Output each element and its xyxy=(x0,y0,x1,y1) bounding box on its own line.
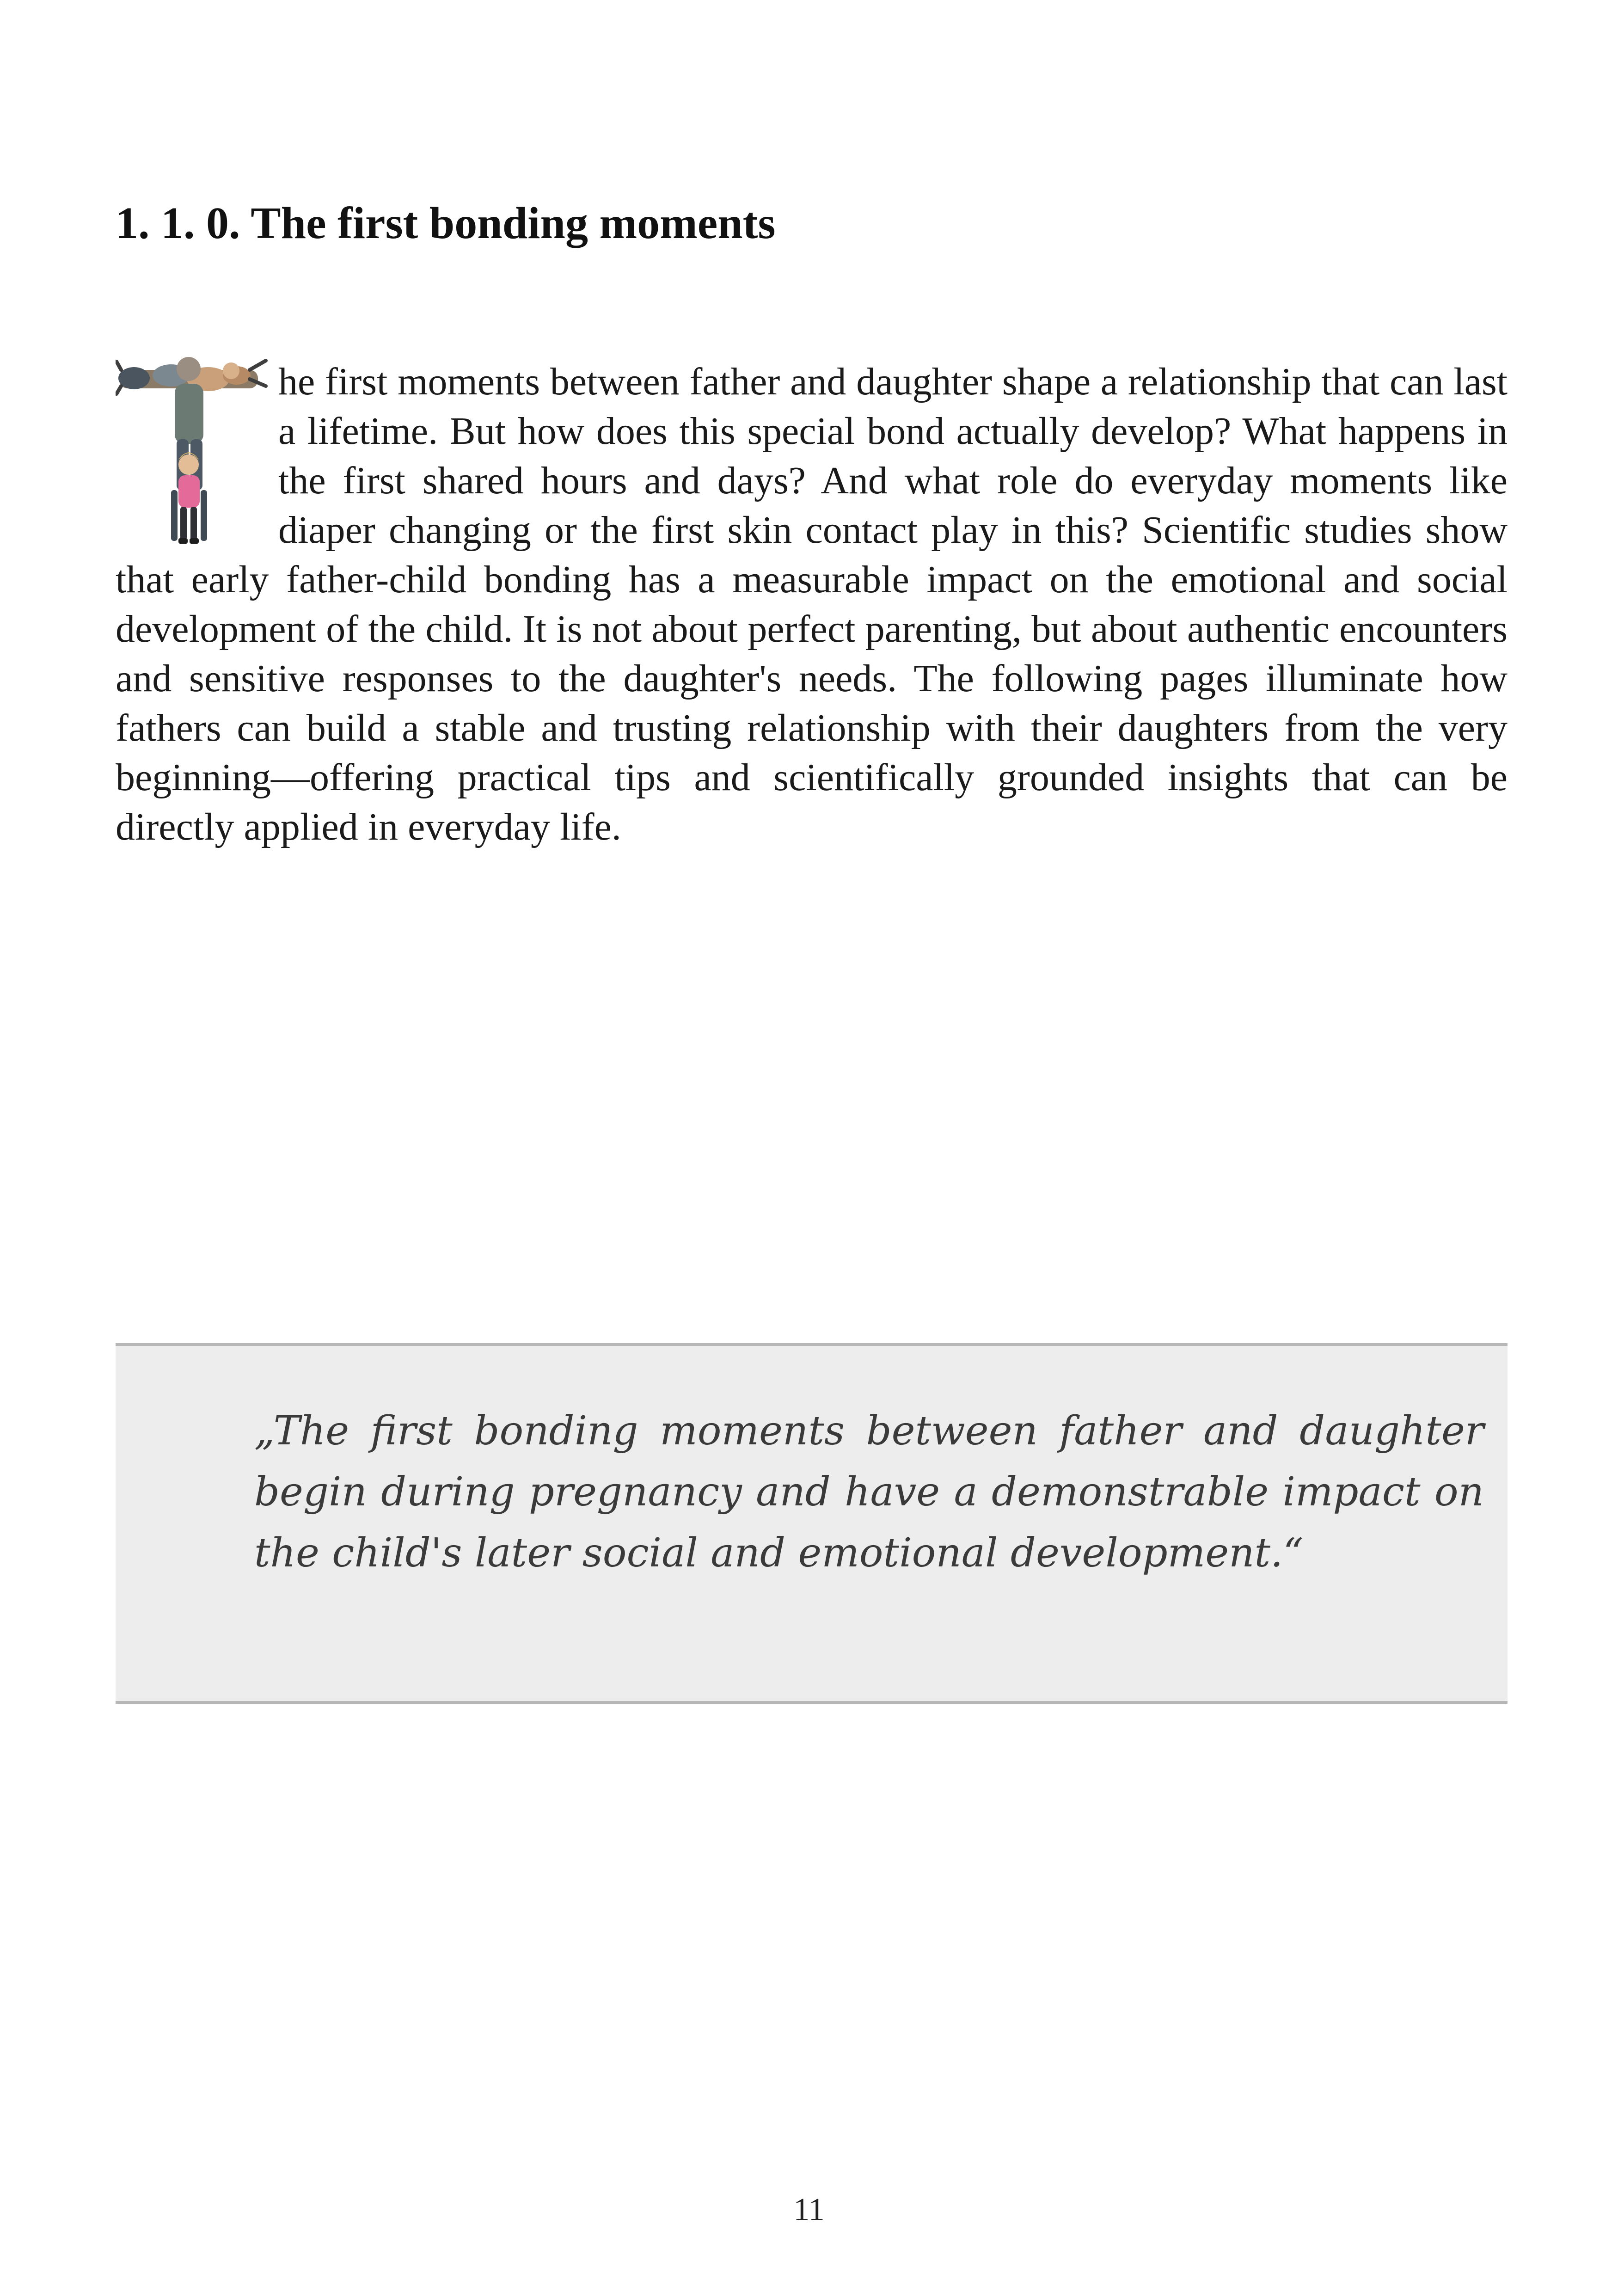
section-heading: 1. 1. 0. The first bonding moments xyxy=(116,198,776,248)
dropcap-illustration xyxy=(116,351,268,553)
pull-quote-box xyxy=(116,1343,1508,1704)
intro-paragraph xyxy=(116,357,1508,852)
dropcap-father-daughter-image xyxy=(116,351,268,553)
pull-quote-text: „The first bonding moments between father and daughter begin during pregnancy and have a demonstrable impact on the child's later social and emotional development.“ xyxy=(254,1408,1484,1576)
intro-paragraph-text: he first moments between father and daughter shape a relationship that can last a lifetime. But how does this special bond actually develop? What happens in the first shared hours and days? And what role do everyday moments like diaper changing or the first skin contact play in this? Scientific studies show that early father-child bonding has a measurable impact on the emotional and social development of the child. It is not about perfect parenting, but about authentic encounters and sensitive responses to the daughter's needs. The following pages illuminate how fathers can build a stable and trusting relationship with their daughters from the very beginning—offering practical tips and scientifically grounded insights that can be directly applied in everyday life. xyxy=(116,360,1508,848)
page-number: 11 xyxy=(793,2192,825,2228)
